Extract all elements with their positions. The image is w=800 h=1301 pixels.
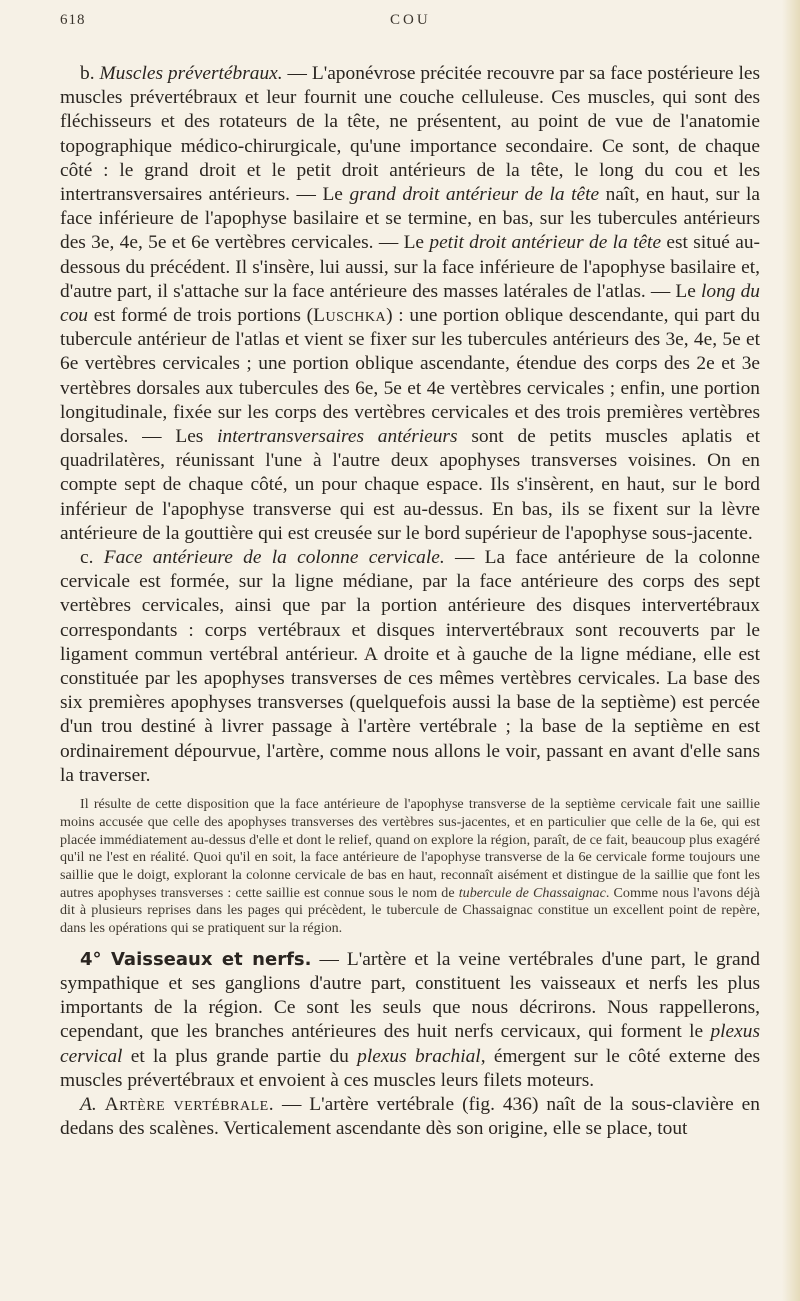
text-run: — L'aponévrose précitée recouvre par sa face postérieure les muscles prévertébraux et leur fournit une couche celluleuse. Ces muscles, qui sont des fléchisseurs et des rotateurs de la tête, ne présentent, au point de vue de l'anatomie topographique médico-chirurgicale, qu'une importance secondaire. Ce sont, de chaque côté : le grand droit et le petit droit antérieurs de la tête, le long du cou et les intertransversaires antérieurs. — Le <box>60 63 760 206</box>
section-heading: 4° Vaisseaux et nerfs. <box>80 948 312 970</box>
section-label: c. <box>80 547 94 569</box>
running-title: COU <box>390 12 431 28</box>
page-header <box>60 12 760 36</box>
section-title: Muscles prévertébraux. <box>99 63 283 84</box>
term-grand-droit: grand droit antérieur de la tête <box>349 184 600 206</box>
term-intertransversaires: intertransversaires antérieurs <box>217 426 458 448</box>
text-run: Il résulte de cette disposition que la face antérieure de l'apophyse transverse de la septième cervicale fait une saillie moins accusée que celle des apophyses transverses des vertèbres sus-jacentes, et en particulier que celle de la 6e, qui est placée immédiatement au-dessus d'elle et dont le relief, quand on explore la région, paraît, de ce fait, beaucoup plus exagéré qu'il ne l'est en réalité. Quoi qu'il en soit, la face antérieure de l'apophyse transverse de la 6e cervicale forme toujours une saillie que le doigt, explorant la colonne cervicale de bas en haut, reconnaît aisément et distingue de la saillie que font les autres apophyses transverses : cette saillie est connue sous le nom de <box>60 796 760 901</box>
author-name: Luschka <box>313 305 387 327</box>
paragraph-artere-vertebrale <box>60 1093 760 1141</box>
text-run: sont de petits muscles aplatis et quadrilatères, réunissant l'une à l'autre deux apophyses transverses voisines. On en compte sept de chaque côté, un pour chaque espace. Ils s'insèrent, en haut, sur le bord inférieur de l'apophyse transverse qui est au-dessus. En bas, ils se fixent sur la lèvre antérieure de la gouttière qui est creusée sur le bord supérieur de l'apophyse sous-jacente. <box>60 426 760 544</box>
term-petit-droit: petit droit antérieur de la tête <box>429 232 662 254</box>
text-run: , émergent sur le côté externe des muscles prévertébraux et envoient à ces muscles leurs filets moteurs. <box>60 1045 760 1091</box>
section-title: Artère vertébrale. <box>104 1093 275 1115</box>
text-run: naît, en haut, sur la face inférieure de l'apophyse basilaire et se termine, en bas, sur les tubercules antérieurs des 3e, 4e, 5e et 6e vertèbres cervicales. — Le <box>60 184 760 254</box>
term-long-du-cou: long du cou <box>60 280 760 327</box>
term-tubercule-chassaignac: tubercule de Chassaignac <box>458 884 606 901</box>
text-run: ) : une portion oblique descendante, qui part du tubercule antérieur de l'atlas et vient se fixer sur les tubercules antérieurs des 3e, 4e, 5e et 6e vertèbres cervicales ; une portion oblique ascendante, étendue des corps des 2e et 3e vertèbres dorsales aux tubercules des 6e, 5e et 4e vertèbres cervicales ; enfin, une portion longitudinale, fixée sur les corps des vertèbres cervicales et des trois premières vertèbres dorsales. — Les <box>60 305 760 448</box>
page-number: 618 <box>60 12 86 28</box>
body-text <box>60 62 760 1141</box>
text-run: — L'artère vertébrale (fig. 436) naît de la sous-clavière en dedans des scalènes. Verticalement ascendante dès son origine, elle se place, tout <box>60 1093 760 1140</box>
footnote-paragraph <box>60 796 760 938</box>
text-run: et la plus grande partie du <box>122 1045 358 1067</box>
text-run: . Comme nous l'avons déjà dit à plusieurs reprises dans les pages qui précèdent, le tubercule de Chassaignac constitue un excellent point de repère, dans les opérations qui se pratiquent sur la région. <box>60 884 760 937</box>
section-label: b. <box>80 63 95 84</box>
section-label: A. <box>80 1093 97 1115</box>
paragraph-vaisseaux-nerfs <box>60 948 760 1093</box>
text-run: est formé de trois portions ( <box>88 305 314 327</box>
term-plexus-cervical: plexus cervical <box>60 1021 760 1067</box>
section-title: Face antérieure de la colonne cervicale. <box>103 547 445 569</box>
text-run: — La face antérieure de la colonne cervicale est formée, sur la ligne médiane, par la face antérieure des corps des sept vertèbres cervicales, ainsi que par la portion antérieure des disques intervertébraux correspondants : corps vertébraux et disques intervertébraux sont recouverts par le ligament commun vertébral antérieur. A droite et à gauche de la ligne médiane, elle est constituée par les apophyses transverses de ces mêmes vertèbres cervicales. La base des six premières apophyses transverses (quelquefois aussi la base de la septième) est percée d'un trou destiné à livrer passage à l'artère vertébrale ; la base de la septième en est ordinairement dépourvue, l'artère, comme nous allons le voir, passant en avant d'elle sans la traverser. <box>60 547 760 786</box>
term-plexus-brachial: plexus brachial <box>357 1045 481 1067</box>
paragraph-face-anterieure <box>60 546 760 788</box>
text-run: est situé au-dessous du précédent. Il s'insère, lui aussi, sur la face inférieure de l'apophyse basilaire et, d'autre part, il s'attache sur la face antérieure des masses latérales de l'atlas. — Le <box>60 232 760 302</box>
text-run: — L'artère et la veine vertébrales d'une part, le grand sympathique et ses ganglions d'autre part, constituent les vaisseaux et nerfs les plus importants de la région. Ce sont les seuls que nous décrirons. Nous rappellerons, cependant, que les branches antérieures des huit nerfs cervicaux, qui forment le <box>60 948 760 1043</box>
paragraph-muscles-prevertebraux <box>60 62 760 546</box>
page-edge-shadow <box>782 0 800 1301</box>
